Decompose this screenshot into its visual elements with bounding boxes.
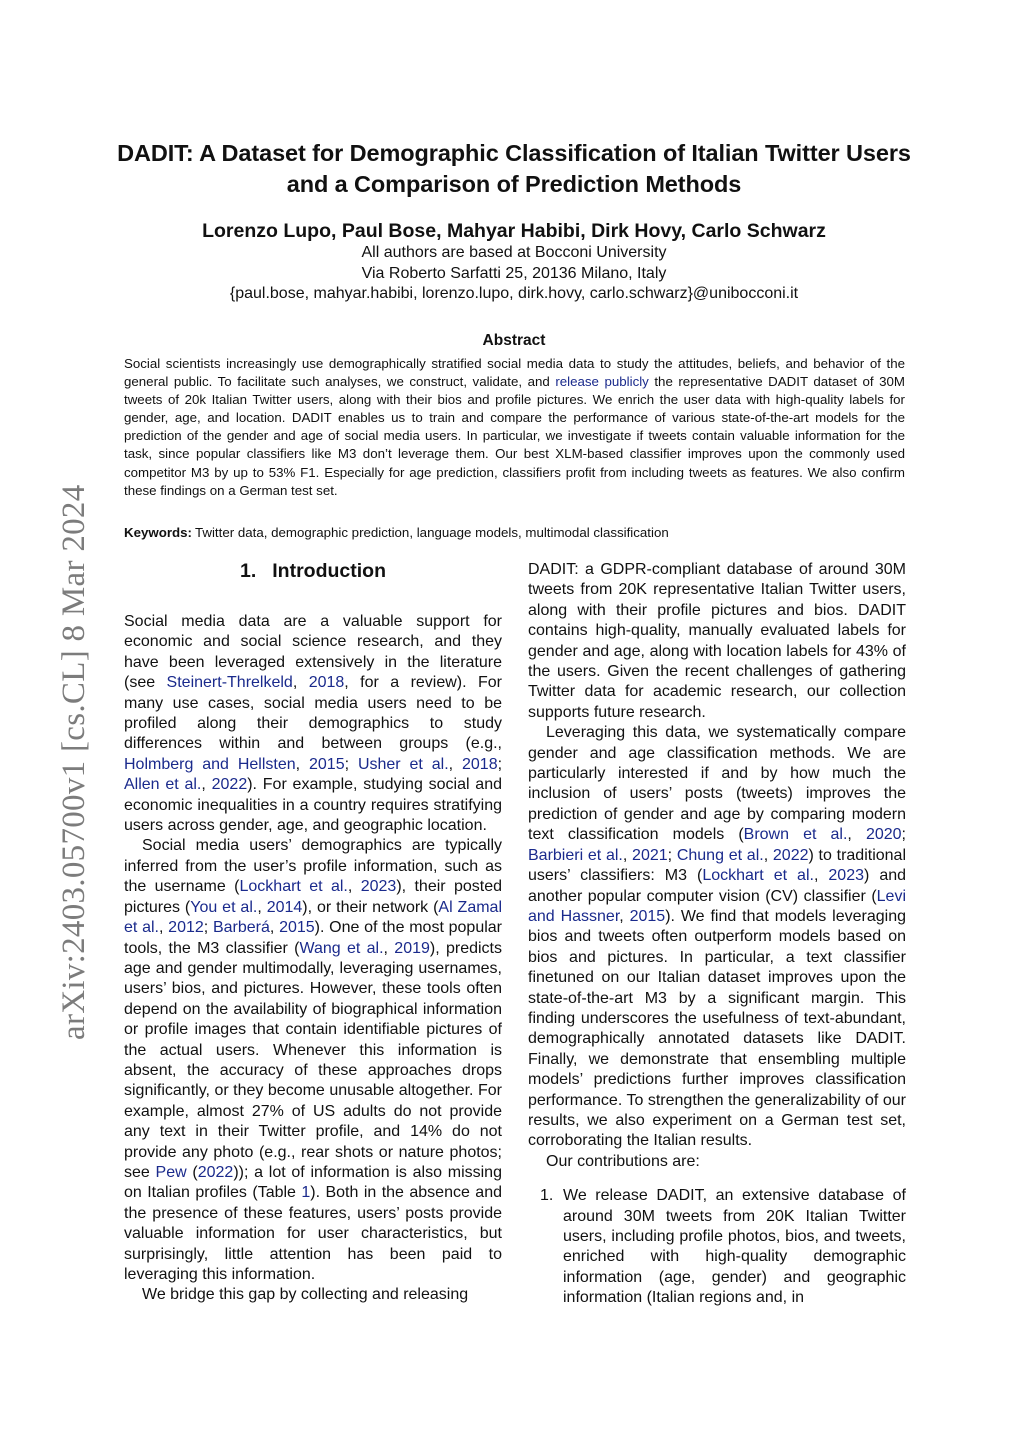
- citation-link[interactable]: Steinert-Threlkeld: [166, 674, 293, 692]
- paragraph-text: ). For example, studying social and economic inequalities in a country requires stratifying users across gender, age, and geographic location.: [124, 776, 503, 835]
- abstract-part-2: the representative DADIT dataset of 30M tweets of 20k Italian Twitter users, along with their bios and profile pictures. We enrich the user data with high-quality labels for gender, age, and location. DADIT enables us to train and compare the performance of various state-of-the-art models for the prediction of the gender and age of social media users. In particular, we investigate if tweets contain valuable information for the task, since popular classifiers like M3 don’t leverage them. Our best XLM-based classifier improves upon the commonly used competitor M3 by up to 53% F1. Especially for age prediction, classifiers profit from including tweets as features. We also confirm these findings on a German test set.: [124, 374, 905, 498]
- paragraph-text: ,: [158, 919, 169, 937]
- citation-link[interactable]: 2022: [197, 1163, 234, 1181]
- affiliation-address: Via Roberto Sarfatti 25, 20136 Milano, Italy: [361, 264, 667, 282]
- paragraph-text: ,: [347, 878, 361, 896]
- section-heading-introduction: [124, 560, 502, 582]
- affiliation-block: [100, 243, 928, 305]
- intro-paragraph-4: [528, 560, 906, 723]
- paragraph-text: , for a review). For many use cases, social media users need to be profiled along their demographics to study differences within and between groups (e.g.,: [124, 674, 502, 753]
- keywords-label: Keywords:: [124, 525, 192, 540]
- contribution-item: [528, 1186, 906, 1308]
- keywords-text: Twitter data, demographic prediction, language models, multimodal classification: [194, 525, 669, 540]
- citation-link[interactable]: Al Zamal et al.: [124, 898, 503, 937]
- paragraph-text: ,: [763, 846, 773, 864]
- citation-link[interactable]: Barbieri et al.: [528, 846, 623, 864]
- citation-link[interactable]: Holmberg and Hellsten: [124, 755, 296, 773]
- intro-paragraph-5: [528, 723, 906, 1152]
- left-column: [124, 560, 502, 1306]
- paragraph-text: ;: [344, 755, 358, 773]
- paragraph-text: ,: [813, 867, 829, 885]
- release-link[interactable]: release publicly: [555, 374, 649, 390]
- intro-paragraph-2: [124, 836, 502, 1285]
- paragraph-text: ;: [901, 826, 906, 844]
- citation-link[interactable]: Wang et al.: [299, 939, 384, 957]
- citation-link[interactable]: 2018: [308, 674, 345, 692]
- paragraph-text: ,: [257, 898, 267, 916]
- contribution-text: We release DADIT, an extensive database of around 30M tweets from 20K Italian Twitter users, including profile photos, bios, and tweets, enriched with high-quality demographic information (age, gender) and geographic information (Italian regions and, in: [563, 1187, 906, 1307]
- paragraph-text: ,: [383, 939, 395, 957]
- arxiv-identifier: arXiv:2403.05700v1 [cs.CL] 8 Mar 2024: [56, 484, 92, 1040]
- paragraph-text: Social media data are a valuable support for economic and social science research, and they have been leveraged extensively in the literature (see: [124, 613, 502, 692]
- author-list: Lorenzo Lupo, Paul Bose, Mahyar Habibi, Dirk Hovy, Carlo Schwarz: [202, 220, 826, 242]
- contribution-number: 1.: [540, 1187, 554, 1205]
- paper-title: DADIT: A Dataset for Demographic Classification of Italian Twitter Users and a Comparison of Prediction Methods: [117, 140, 911, 197]
- citation-link[interactable]: Usher et al.: [357, 755, 449, 773]
- citation-link[interactable]: Pew: [155, 1163, 187, 1181]
- citation-link[interactable]: 2015: [309, 755, 345, 773]
- affiliation-university: All authors are based at Bocconi University: [361, 244, 667, 261]
- citation-link[interactable]: 2022: [211, 776, 248, 794]
- paragraph-text: ). We find that models leveraging bios and tweets often outperform models based on bios and pictures. In particular, a text classifier finetuned on our Italian dataset improves upon the state-of-the-art M3 by a significant margin. This finding underscores the usefulness of text-abundant, demographically annotated datasets like DADIT. Finally, we demonstrate that ensembling multiple models’ predictions further improves classification performance. To strengthen the generalizability of our results, we also experiment on a German test set, corroborating the Italian results.: [528, 907, 906, 1150]
- citation-link[interactable]: Lockhart et al.: [239, 878, 348, 896]
- citation-link[interactable]: Allen et al.: [124, 776, 202, 794]
- paragraph-text: ,: [201, 776, 212, 794]
- abstract-part-1: Social scientists increasingly use demographically stratified social media data to study the attitudes, beliefs, and behavior of the general public. To facilitate such analyses, we construct, validate, and: [124, 356, 905, 390]
- contributions-list: [528, 1186, 906, 1308]
- paragraph-text: ;: [667, 846, 677, 864]
- paragraph-text: ) and another popular computer vision (CV) classifier (: [528, 867, 907, 905]
- citation-link[interactable]: Barberá: [212, 919, 270, 937]
- intro-paragraph-6: [528, 1152, 906, 1172]
- paragraph-text: ,: [269, 919, 280, 937]
- citation-link[interactable]: 2012: [168, 919, 204, 937]
- citation-link[interactable]: 2015: [629, 907, 666, 925]
- paragraph-text: ) to traditional users’ classifiers: M3 (: [528, 846, 907, 885]
- paragraph-text: ). One of the most popular tools, the M3 classifier (: [124, 919, 503, 957]
- keywords-line: [124, 524, 905, 542]
- paragraph-text: ,: [847, 826, 866, 844]
- paragraph-text: ;: [203, 919, 213, 937]
- citation-link[interactable]: 2023: [828, 867, 864, 885]
- paragraph-text: We bridge this gap by collecting and releasing: [142, 1286, 469, 1304]
- citation-link[interactable]: Chung et al.: [676, 846, 764, 864]
- citation-link[interactable]: Levi and Hassner: [528, 887, 906, 925]
- citation-link[interactable]: 2015: [279, 919, 315, 937]
- paragraph-text: ), predicts age and gender multimodally, leveraging usernames, users’ bios, and pictures. However, these tools often depend on the availability of biographical information or profile images that contain identifiable pictures of the actual users. Whenever this information is absent, the accuracy of these approaches drops significantly, or they become unusable altogether. For example, almost 27% of US adults do not provide any text in their Twitter profile, and 14% do not provide any photo (e.g., rear shots or nature photos; see: [124, 939, 502, 1181]
- paragraph-text: ,: [448, 755, 462, 773]
- paragraph-text: ,: [619, 907, 630, 925]
- paragraph-text: Our contributions are:: [546, 1152, 700, 1170]
- citation-link[interactable]: 2021: [632, 846, 668, 864]
- citation-link[interactable]: 2014: [266, 898, 303, 916]
- citation-link[interactable]: Lockhart et al.: [702, 867, 814, 885]
- paragraph-text: )); a lot of information is also missing on Italian profiles (Table: [124, 1163, 502, 1202]
- paragraph-text: ,: [292, 674, 309, 692]
- right-column: [528, 560, 906, 1309]
- citation-link[interactable]: 2020: [865, 826, 902, 844]
- citation-link[interactable]: You et al.: [190, 898, 258, 916]
- abstract-text: [124, 355, 905, 500]
- intro-paragraph-3: [124, 1285, 502, 1305]
- intro-paragraph-1: [124, 612, 502, 836]
- citation-link[interactable]: Brown et al.: [743, 826, 848, 844]
- citation-link[interactable]: 2019: [394, 939, 430, 957]
- paragraph-text: ), their posted pictures (: [124, 878, 503, 916]
- paragraph-text: ). Both in the absence and the presence of these features, users’ posts provide valuable information for user characteristics, but surprisingly, little attention has been paid to leveraging this information.: [124, 1184, 502, 1283]
- paragraph-text: Social media users’ demographics are typically inferred from the user’s profile information, such as the username (: [124, 837, 502, 896]
- paragraph-text: ,: [295, 755, 309, 773]
- citation-link[interactable]: 2018: [462, 755, 498, 773]
- citation-link[interactable]: 2023: [360, 878, 397, 896]
- citation-link[interactable]: 1: [301, 1184, 311, 1202]
- paragraph-text: ,: [622, 846, 633, 864]
- paragraph-text: Leveraging this data, we systematically compare gender and age classification methods. We are particularly interested if and by how much the inclusion of users’ posts (tweets) improves the prediction of gender and age by comparing modern text classification models (: [528, 724, 906, 844]
- paragraph-text: (: [186, 1163, 198, 1181]
- citation-link[interactable]: 2022: [772, 846, 809, 864]
- author-emails: {paul.bose, mahyar.habibi, lorenzo.lupo, dirk.hovy, carlo.schwarz}@unibocconi.it: [229, 285, 799, 302]
- section-number: 1.: [240, 560, 257, 582]
- abstract-heading: Abstract: [482, 332, 546, 349]
- paragraph-text: DADIT: a GDPR-compliant database of around 30M tweets from 20K representative Italian Twitter users, along with their profile pictures and bios. DADIT contains high-quality, manually evaluated labels for gender and age, along with location labels for 43% of the users. Given the recent challenges of gathering Twitter data for academic research, our collection supports future research.: [528, 561, 906, 721]
- paragraph-text: ;: [497, 755, 503, 773]
- section-title: Introduction: [272, 560, 386, 582]
- paragraph-text: ), or their network (: [302, 898, 439, 916]
